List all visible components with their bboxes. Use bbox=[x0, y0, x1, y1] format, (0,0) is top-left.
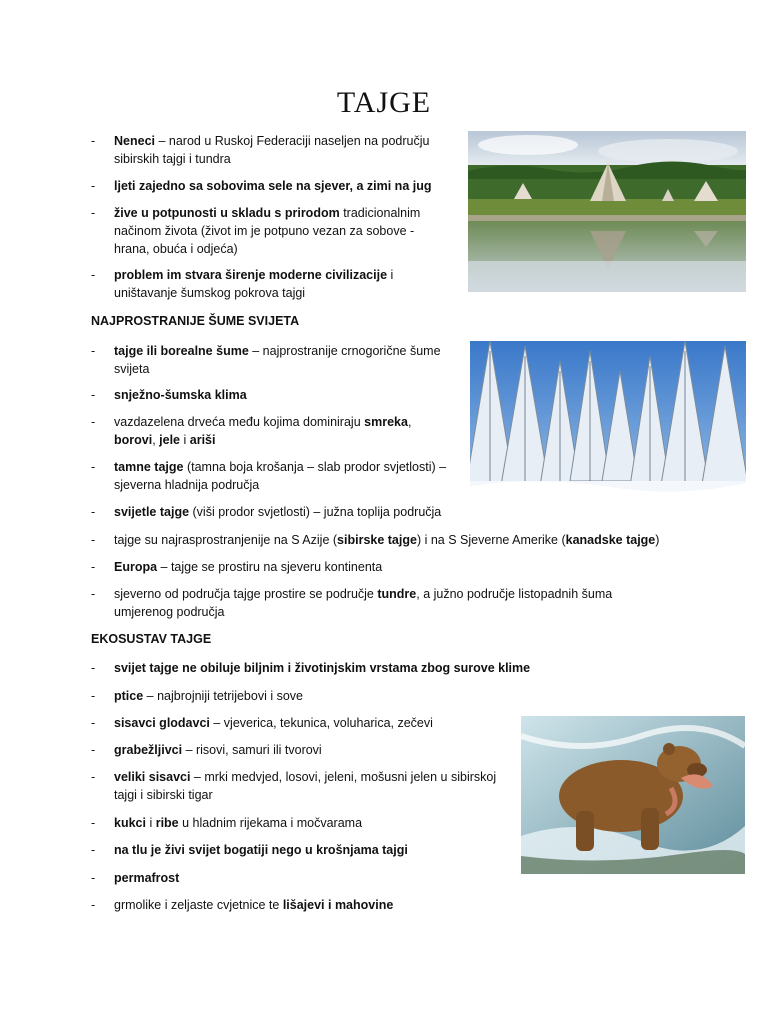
bullet-dash: - bbox=[91, 206, 96, 220]
list-item bbox=[91, 687, 511, 705]
bullet-dash: - bbox=[91, 661, 96, 675]
list-item bbox=[91, 841, 511, 859]
item-bold: permafrost bbox=[114, 871, 180, 885]
item-bold: na tlu je živi svijet bogatiji nego u krošnjama tajgi bbox=[114, 843, 408, 857]
item-bold: sibirske tajge bbox=[337, 533, 417, 547]
item-bold: tundre bbox=[377, 587, 417, 601]
item-text: , bbox=[407, 415, 412, 429]
list-item bbox=[91, 558, 651, 576]
item-bold: grabežljivci bbox=[114, 743, 183, 757]
item-text: – mrki medvjed, losovi, jeleni, mošusni jelen u sibirskoj tajgi i sibirski tigar bbox=[114, 770, 497, 802]
item-text: ) bbox=[655, 533, 660, 547]
item-text: grmolike i zeljaste cvjetnice te bbox=[114, 898, 283, 912]
item-bold: borovi bbox=[114, 433, 153, 447]
bullet-dash: - bbox=[91, 268, 96, 282]
list-item bbox=[91, 413, 451, 449]
item-text: – risovi, samuri ili tvorovi bbox=[182, 743, 322, 757]
bullet-dash: - bbox=[91, 716, 96, 730]
bullet-dash: - bbox=[91, 560, 96, 574]
photo-snowy-taiga bbox=[470, 341, 746, 514]
item-bold: ptice bbox=[114, 689, 144, 703]
list-item bbox=[91, 458, 461, 494]
item-bold: smreka bbox=[364, 415, 408, 429]
item-text: i bbox=[145, 816, 156, 830]
item-bold: snježno-šumska klima bbox=[114, 388, 247, 402]
item-bold: ljeti zajedno sa sobovima sele na sjever, a zimi na jug bbox=[114, 179, 432, 193]
item-bold: jele bbox=[159, 433, 181, 447]
list-item bbox=[91, 585, 651, 621]
item-bold: Neneci bbox=[114, 134, 155, 148]
bullet-dash: - bbox=[91, 179, 96, 193]
item-bold: kanadske tajge bbox=[565, 533, 656, 547]
item-bold: lišajevi i mahovine bbox=[282, 898, 394, 912]
bullet-dash: - bbox=[91, 871, 96, 885]
list-item bbox=[91, 266, 451, 302]
list-item bbox=[91, 896, 511, 914]
item-text: tradicionalnim načinom života (život im je potpuno vezan za sobove - hrana, obuća i odjeća) bbox=[114, 206, 421, 256]
bullet-dash: - bbox=[91, 415, 96, 429]
bullet-dash: - bbox=[91, 843, 96, 857]
bullet-dash: - bbox=[91, 388, 96, 402]
bullet-dash: - bbox=[91, 587, 96, 601]
bullet-dash: - bbox=[91, 743, 96, 757]
bullet-dash: - bbox=[91, 816, 96, 830]
item-text: ) i na S Sjeverne Amerike ( bbox=[416, 533, 566, 547]
item-bold: tamne tajge bbox=[114, 460, 184, 474]
list-item bbox=[91, 714, 511, 732]
section-heading: NAJPROSTRANIJE ŠUME SVIJETA bbox=[91, 314, 300, 328]
item-bold: problem im stvara širenje moderne civilizacije bbox=[114, 268, 388, 282]
item-text: , a južno područje listopadnih šuma umjerenog područja bbox=[114, 587, 613, 619]
item-text: sjeverno od područja tajge prostire se područje bbox=[114, 587, 378, 601]
item-text: – tajge se prostiru na sjeveru kontinenta bbox=[157, 560, 383, 574]
item-bold: ribe bbox=[155, 816, 179, 830]
bullet-dash: - bbox=[91, 533, 96, 547]
item-text: – narod u Ruskoj Federaciji naseljen na području sibirskih tajgi i tundra bbox=[114, 134, 430, 166]
item-text: u hladnim rijekama i močvarama bbox=[178, 816, 363, 830]
list-item bbox=[91, 768, 511, 804]
page-title: TAJGE bbox=[336, 86, 432, 119]
list-item bbox=[91, 342, 461, 378]
item-text: – najprostranije crnogorične šume svijeta bbox=[114, 344, 441, 376]
item-text: (viši prodor svjetlosti) – južna toplija područja bbox=[189, 505, 442, 519]
item-text: – najbrojniji tetrijebovi i sove bbox=[143, 689, 303, 703]
item-bold: svijetle tajge bbox=[114, 505, 190, 519]
item-text: , bbox=[152, 433, 160, 447]
bullet-dash: - bbox=[91, 689, 96, 703]
section-heading: EKOSUSTAV TAJGE bbox=[91, 632, 212, 646]
item-text: – vjeverica, tekunica, voluharica, zečevi bbox=[209, 716, 433, 730]
list-item bbox=[91, 814, 511, 832]
bullet-dash: - bbox=[91, 134, 96, 148]
item-text: (tamna boja krošanja – slab prodor svjetlosti) – sjeverna hladnija područja bbox=[114, 460, 447, 492]
item-bold: sisavci glodavci bbox=[114, 716, 210, 730]
list-item bbox=[91, 869, 511, 887]
item-bold: svijet tajge ne obiluje biljnim i životinjskim vrstama zbog surove klime bbox=[114, 661, 531, 675]
item-bold: kukci bbox=[114, 816, 146, 830]
photo-bear-fish bbox=[521, 716, 745, 874]
item-text: i uništavanje šumskog pokrova tajgi bbox=[114, 268, 394, 300]
list-item bbox=[91, 659, 651, 677]
list-item bbox=[91, 132, 451, 168]
list-item bbox=[91, 177, 451, 195]
list-item bbox=[91, 386, 461, 404]
list-item bbox=[91, 503, 471, 521]
item-text: i bbox=[180, 433, 190, 447]
bullet-dash: - bbox=[91, 898, 96, 912]
item-bold: veliki sisavci bbox=[114, 770, 191, 784]
bullet-dash: - bbox=[91, 505, 96, 519]
bullet-dash: - bbox=[91, 344, 96, 358]
list-item bbox=[91, 204, 441, 258]
item-bold: ariši bbox=[189, 433, 216, 447]
item-text: tajge su najrasprostranjenije na S Azije ( bbox=[114, 533, 338, 547]
item-bold: tajge ili borealne šume bbox=[114, 344, 249, 358]
list-item bbox=[91, 531, 711, 549]
item-bold: žive u potpunosti u skladu s prirodom bbox=[114, 206, 340, 220]
bullet-dash: - bbox=[91, 460, 96, 474]
item-text: vazdazelena drveća među kojima dominiraju bbox=[114, 415, 365, 429]
item-bold: Europa bbox=[114, 560, 158, 574]
bullet-dash: - bbox=[91, 770, 96, 784]
photo-tepees-lake bbox=[468, 131, 746, 292]
list-item bbox=[91, 741, 511, 759]
